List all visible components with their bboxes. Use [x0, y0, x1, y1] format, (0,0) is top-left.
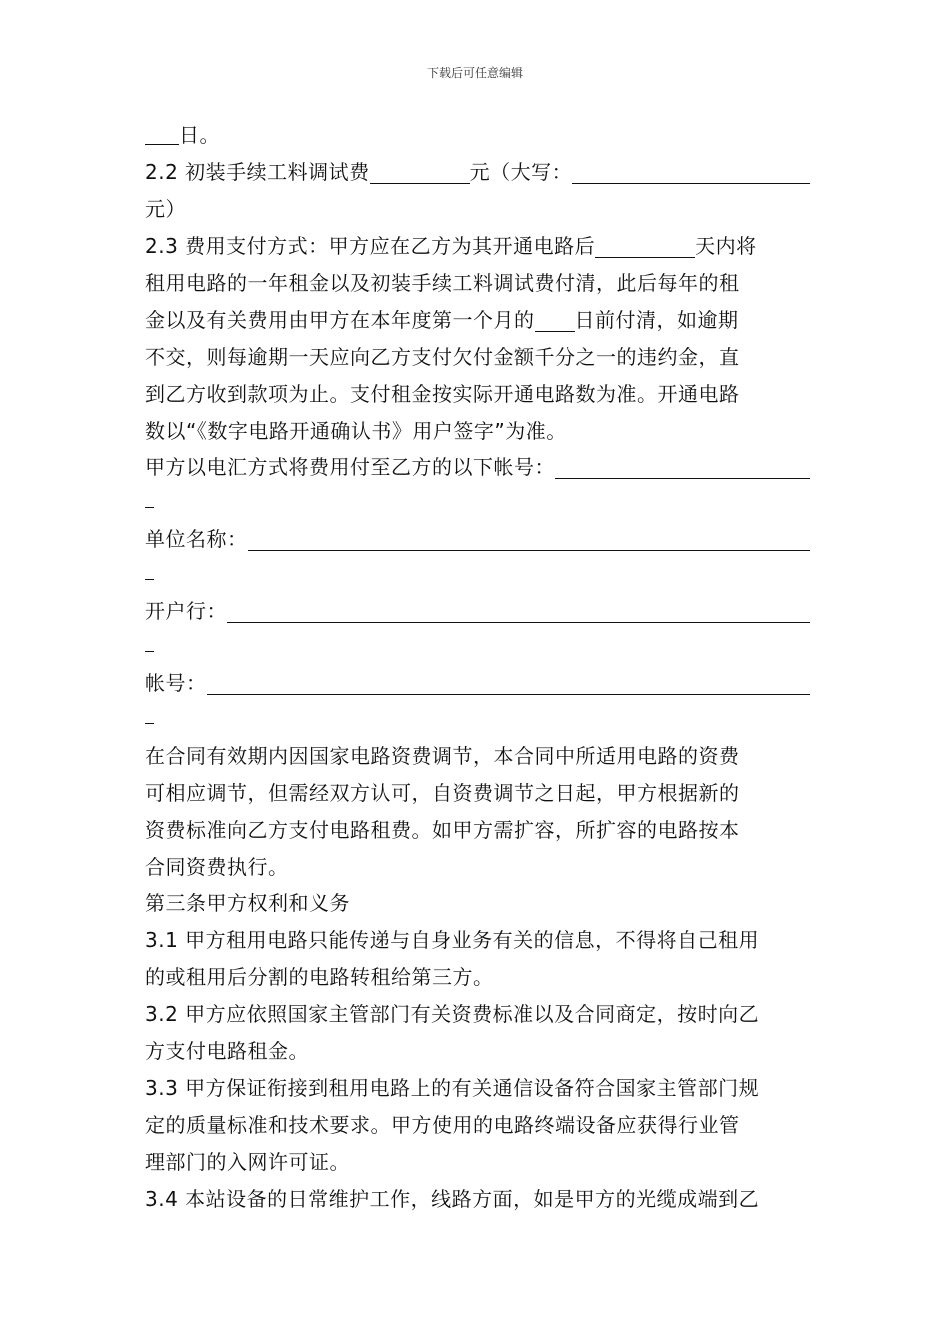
text: 2.3 费用支付方式：甲方应在乙方为其开通电路后: [145, 234, 596, 258]
line-company-name: [145, 521, 810, 557]
paragraph-line: 3.3 甲方保证衔接到租用电路上的有关通信设备符合国家主管部门规: [145, 1076, 760, 1100]
paragraph-line: 3.4 本站设备的日常维护工作，线路方面，如是甲方的光缆成端到乙: [145, 1187, 760, 1211]
blank-bank[interactable]: [227, 598, 810, 623]
blank-company-name[interactable]: [248, 526, 811, 551]
blank-install-fee[interactable]: [370, 161, 470, 184]
blank-tail: [145, 485, 810, 521]
field-label: 帐号：: [145, 671, 207, 695]
blank-tail: [145, 629, 810, 665]
blank-day[interactable]: [145, 122, 179, 145]
blank-tail: [145, 701, 810, 737]
text: 日。: [179, 123, 220, 147]
paragraph-line: 在合同有效期内因国家电路资费调节，本合同中所适用电路的资费: [145, 744, 740, 768]
line-account-intro: [145, 449, 810, 485]
paragraph-line: 到乙方收到款项为止。支付租金按实际开通电路数为准。开通电路: [145, 382, 740, 406]
paragraph-line: 定的质量标准和技术要求。甲方使用的电路终端设备应获得行业管: [145, 1113, 740, 1137]
line-account-number: [145, 665, 810, 701]
paragraph-line: 数以“《数字电路开通确认书》用户签字”为准。: [145, 419, 567, 443]
field-label: 开户行：: [145, 599, 227, 623]
blank-install-fee-words[interactable]: [572, 159, 810, 184]
line-install-fee: [145, 154, 810, 190]
line-payment-method: [145, 228, 810, 264]
blank-days[interactable]: [595, 235, 695, 258]
text: 日前付清，如逾期: [574, 308, 739, 332]
line-day: [145, 117, 810, 153]
paragraph-line: 理部门的入网许可证。: [145, 1150, 350, 1174]
line-yuan: 元）: [145, 197, 186, 221]
contract-body: [145, 117, 810, 1217]
paragraph-line: 方支付电路租金。: [145, 1039, 309, 1063]
blank-account-intro[interactable]: [555, 454, 810, 479]
section-heading: 第三条甲方权利和义务: [145, 891, 350, 915]
paragraph-line: 合同资费执行。: [145, 855, 289, 879]
text: 金以及有关费用由甲方在本年度第一个月的: [145, 308, 535, 332]
text: 甲方以电汇方式将费用付至乙方的以下帐号：: [145, 455, 555, 479]
field-label: 单位名称：: [145, 527, 248, 551]
text: 2.2 初装手续工料调试费: [145, 160, 370, 184]
paragraph-line: 3.2 甲方应依照国家主管部门有关资费标准以及合同商定，按时向乙: [145, 1002, 760, 1026]
page-header-note: 下载后可任意编辑: [426, 66, 523, 80]
blank-tail: [145, 557, 810, 593]
paragraph-line: 可相应调节，但需经双方认可，自资费调节之日起，甲方根据新的: [145, 781, 740, 805]
text: 元（大写：: [469, 160, 573, 184]
paragraph-line: 不交，则每逾期一天应向乙方支付欠付金额千分之一的违约金，直: [145, 345, 740, 369]
blank-account-number[interactable]: [207, 670, 811, 695]
line-bank: [145, 593, 810, 629]
paragraph-line: 租用电路的一年租金以及初装手续工料调试费付清，此后每年的租: [145, 271, 740, 295]
paragraph-line: 的或租用后分割的电路转租给第三方。: [145, 965, 494, 989]
paragraph-line: 3.1 甲方租用电路只能传递与自身业务有关的信息，不得将自己租用: [145, 928, 760, 952]
line-due-date: [145, 302, 810, 338]
text: 天内将: [695, 234, 757, 258]
blank-due-day[interactable]: [535, 309, 575, 332]
paragraph-line: 资费标准向乙方支付电路租费。如甲方需扩容，所扩容的电路按本: [145, 818, 740, 842]
